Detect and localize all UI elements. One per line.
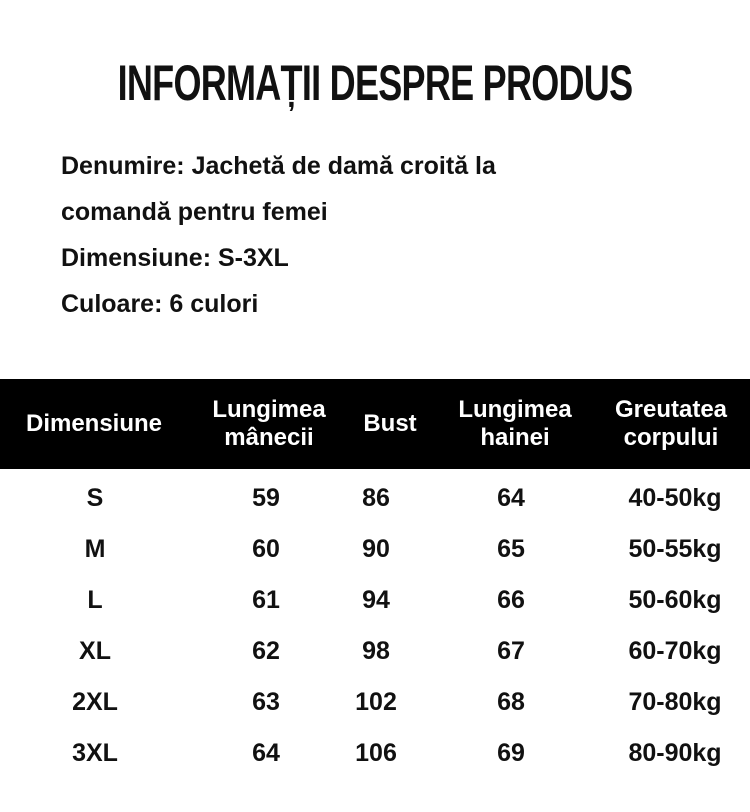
header-length-line-1: Lungimea	[458, 396, 572, 423]
cell-weight: 50-55kg	[628, 535, 722, 563]
cell-length: 67	[497, 637, 525, 665]
cell-weight: 40-50kg	[628, 484, 722, 512]
cell-bust: 94	[362, 586, 390, 614]
cell-size: 2XL	[72, 688, 118, 716]
size-table-header	[0, 379, 750, 469]
table-row	[0, 524, 750, 575]
cell-size: L	[87, 586, 103, 614]
header-bust: Bust	[363, 410, 417, 437]
page-title: INFORMAȚII DESPRE PRODUS	[117, 55, 633, 111]
info-color: Culoare: 6 culori	[61, 290, 259, 318]
cell-bust: 90	[362, 535, 390, 563]
cell-sleeve: 60	[252, 535, 280, 563]
cell-length: 69	[497, 739, 525, 767]
cell-size: M	[84, 535, 106, 563]
cell-sleeve: 62	[252, 637, 280, 665]
header-body-weight	[600, 379, 742, 469]
cell-bust: 102	[355, 688, 397, 716]
table-row	[0, 728, 750, 779]
cell-size: S	[86, 484, 104, 512]
cell-sleeve: 61	[252, 586, 280, 614]
cell-weight: 70-80kg	[628, 688, 722, 716]
cell-sleeve: 63	[252, 688, 280, 716]
header-garment-length	[440, 379, 590, 469]
cell-bust: 98	[362, 637, 390, 665]
header-sleeve-line-2: mânecii	[224, 424, 314, 451]
table-row	[0, 575, 750, 626]
header-size: Dimensiune	[25, 410, 163, 437]
header-sleeve-line-1: Lungimea	[212, 396, 326, 423]
header-length-line-2: hainei	[480, 424, 550, 451]
cell-size: XL	[79, 637, 111, 665]
cell-sleeve: 59	[252, 484, 280, 512]
header-weight-line-2: corpului	[623, 424, 719, 451]
header-sleeve-length	[196, 379, 342, 469]
cell-length: 66	[497, 586, 525, 614]
info-name-line-1: Denumire: Jachetă de damă croită la	[61, 152, 496, 180]
cell-sleeve: 64	[252, 739, 280, 767]
cell-weight: 50-60kg	[628, 586, 722, 614]
table-row	[0, 677, 750, 728]
cell-bust: 106	[355, 739, 397, 767]
table-row	[0, 626, 750, 677]
info-size: Dimensiune: S-3XL	[61, 244, 289, 272]
cell-weight: 80-90kg	[628, 739, 722, 767]
cell-weight: 60-70kg	[628, 637, 722, 665]
cell-length: 65	[497, 535, 525, 563]
cell-bust: 86	[362, 484, 390, 512]
cell-length: 64	[497, 484, 525, 512]
product-info	[61, 143, 661, 327]
cell-size: 3XL	[72, 739, 118, 767]
header-weight-line-1: Greutatea	[614, 396, 728, 423]
info-name-line-2: comandă pentru femei	[61, 198, 328, 226]
table-row	[0, 473, 750, 524]
cell-length: 68	[497, 688, 525, 716]
